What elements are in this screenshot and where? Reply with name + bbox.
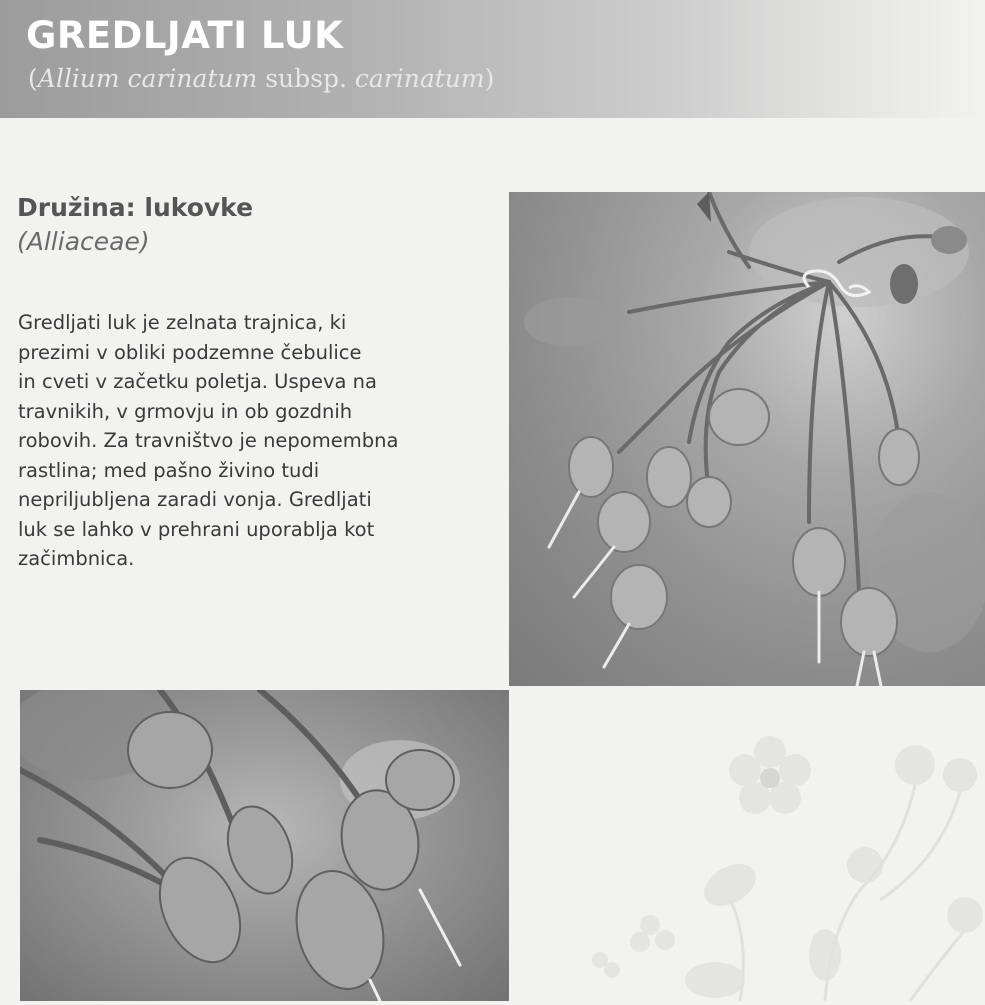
scientific-name-close-paren: ) [484, 64, 495, 93]
scientific-name-epithet: carinatum [354, 64, 485, 93]
scientific-name-genus: Allium carinatum [37, 64, 258, 93]
description-line: robovih. Za travništvo je nepomembna [18, 429, 399, 452]
flower-closeup-illustration [20, 690, 509, 1001]
description-paragraph [18, 308, 488, 574]
flower-closeup-photo [20, 690, 509, 1001]
description-line: luk se lahko v prehrani uporablja kot [18, 517, 375, 541]
description-line: nepriljubljena zaradi vonja. Gredljati [18, 488, 372, 511]
family-name: Družina: lukovke [17, 193, 254, 222]
description-line: travnikih, v grmovju in ob gozdnih [18, 399, 353, 423]
floral-ornament-graphic [580, 730, 985, 1001]
flower-umbel-photo [509, 192, 985, 686]
family-latin-name: (Alliaceae) [17, 227, 150, 256]
description-line: začimbnica. [18, 547, 135, 570]
page-title: GREDLJATI LUK [26, 14, 344, 57]
scientific-name-rank: subsp. [257, 64, 355, 93]
description-line: rastlina; med pašno živino tudi [18, 458, 320, 482]
description-line: prezimi v obliki podzemne čebulice [18, 340, 362, 364]
family-heading [17, 193, 487, 256]
scientific-name-open-paren: ( [28, 64, 38, 93]
floral-ornament [580, 730, 985, 1001]
scientific-name [28, 64, 494, 93]
description-line: in cveti v začetku poletja. Uspeva na [18, 370, 377, 393]
title-banner [0, 0, 985, 118]
description-line: Gredljati luk je zelnata trajnica, ki [18, 311, 347, 334]
flower-umbel-illustration [509, 192, 985, 686]
